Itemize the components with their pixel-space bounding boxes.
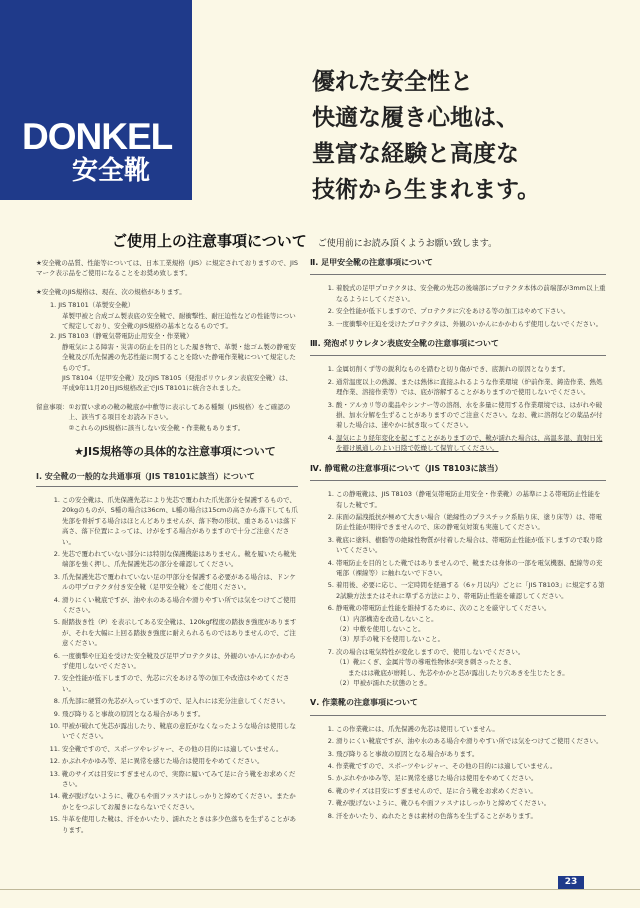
- jis-t8101-text: 革製甲被と合成ゴム製表底の安全靴で、耐衝撃性、耐圧迫性などの性能等について規定しており、安全靴のJIS規格の基本となるものです。: [62, 311, 296, 331]
- list-item: 1. この安全靴は、爪先保護先芯により先芯で覆われた爪先部分を保護するもので、20kgのものが、S種の場合は36cm、L種の場合は15cmの高さから落下しても爪先部を骨折する場合はほとんどありませんが、落下物の形状、重さあるいは落下高さ、落下位置によっては、けがをする場合がありますので十分ご注意ください。: [62, 495, 298, 547]
- headline-line: 豊富な経験と高度な: [312, 140, 519, 167]
- list-item: 7. 靴が脱げないように、靴ひもや面ファスナはしっかりと締めてください。: [336, 798, 606, 808]
- jis-note: JIS T8104（足甲安全靴）及びJIS T8105（発泡ポリウレタン表底安全靴）は、平成9年11月20日JIS規格改正でJIS T8101に統合されました。: [62, 374, 292, 393]
- right-column: [310, 258, 606, 823]
- list-item: 9. 飛び降りると事故の原因となる場合があります。: [62, 709, 298, 719]
- list-item: 3. 飛び降りると事故の原因となる場合があります。: [336, 749, 606, 759]
- jis-t8103-text: 静電気による障害・災害の防止を目的とした履き物で、革製・総ゴム製の静電安全靴及び爪先保護の先芯性能に関することを除いた静電作業靴について規定したものです。: [62, 342, 296, 372]
- list-item: 5. 耐踏抜き性（P）を表示してある安全靴は、120kgf程度の踏抜き強度がありますが、それを大幅に上回る踏抜き強度に耐えられるものではありませんので、ご注意ください。: [62, 617, 298, 648]
- list-item: 2. 滑りにくい靴底ですが、油や水のある場合や滑りやすい所では気をつけてご使用ください。: [336, 736, 606, 746]
- list-item: 2. 先芯で覆われていない部分には特別な保護機能はありません。靴を履いたら靴先端部を強く押し、爪先保護先芯の部分を確認してください。: [62, 549, 298, 570]
- sub-item: （3）厚手の靴下を使用しないこと。: [336, 635, 445, 644]
- divider: [310, 715, 606, 716]
- footer-rule: [0, 889, 640, 890]
- section-4-list: [310, 489, 606, 688]
- list-item-text: 次の場合は電気特性が変化しますので、使用しないでください。: [336, 647, 525, 656]
- list-item: 4. 滑りにくい靴底ですが、油や水のある場合や滑りやすい所では気をつけてご使用ください。: [62, 595, 298, 616]
- list-item-text: 静電靴の帯電防止性能を維持するために、次のことを厳守してください。: [336, 604, 551, 613]
- section-3-list: [310, 364, 606, 453]
- list-item: [336, 647, 606, 689]
- brand-logo-box: [0, 0, 192, 200]
- remarks-label: 留意事項：: [36, 402, 69, 411]
- list-item: 15. 牛革を使用した靴は、汗をかいたり、濡れたときは多少色落ちを生ずることがあります。: [62, 814, 298, 835]
- remarks-item: ②これらのJIS規格に該当しない安全靴・作業靴もあります。: [68, 423, 245, 432]
- list-item: 13. 靴のサイズは目安にすぎませんので、実際に履いてみて足に合う靴をお求めください。: [62, 769, 298, 790]
- intro-jis-standards: ★安全靴のJIS規格は、現在、次の規格があります。: [36, 287, 186, 296]
- list-item: 1. 金属切削くず等の鋭利なものを踏むと切り傷ができ、底割れの原因となります。: [336, 364, 606, 374]
- list-item: 1. この静電靴は、JIS T8103（静電気帯電防止用安全・作業靴）の基準による帯電防止性能を有した靴です。: [336, 489, 606, 510]
- brand-name: DONKEL: [22, 116, 173, 157]
- jis-specific-heading: ★JIS規格等の具体的な注意事項について: [74, 445, 276, 459]
- list-item: 3. 靴底に塗料、樹脂等の絶縁性物質が付着した場合は、帯電防止性能が低下しますので取り除いてください。: [336, 535, 606, 556]
- notice-title: [112, 230, 552, 251]
- list-item: 7. 安全性能が低下しますので、先芯に穴をあける等の加工や改造はやめてください。: [62, 673, 298, 694]
- list-item: 5. 着用後、必要に応じ、一定時間を経過する（6ヶ月以内）ごとに「JIS T8103」に規定する第2試験方法またはそれに準ずる方法により、帯電防止性能を確認してください。: [336, 580, 606, 601]
- remarks: [36, 402, 298, 433]
- section-5-list: [310, 724, 606, 821]
- section-1-list: [36, 495, 298, 835]
- list-item: 2. 通常温度以上の熱源、または熱体に直接ふれるような作業環境（炉前作業、鋳造作業、熱処理作業、溶接作業等）では、底が溶解することがありますので使用しないでください。: [336, 377, 606, 398]
- sub-item: （2）甲被が濡れた状態のとき。: [336, 679, 431, 687]
- list-item: 4. 湿気により経年変化を起こすことがありますので、靴が濡れた場合は、高温多湿、直射日光を避け風通しのよい日陰で乾燥して保管してください。: [336, 433, 606, 454]
- list-item: 14. 靴が脱げないように、靴ひもや面ファスナはしっかりと締めてください。またかかとをつぶしてお履きにならないでください。: [62, 791, 298, 812]
- section-3-heading: Ⅲ. 発泡ポリウレタン表底安全靴の注意事項について: [310, 339, 499, 349]
- list-item: [336, 603, 606, 645]
- list-item: 3. 一度衝撃や圧迫を受けたプロテクタは、外観のいかんにかかわらず使用しないでください。: [336, 319, 606, 329]
- page-number: 23: [558, 876, 584, 889]
- list-item: 8. 爪先部に硬質の先芯が入っていますので、足入れには充分注意してください。: [62, 696, 298, 706]
- divider: [310, 274, 606, 275]
- list-item: 1. 着脱式の足甲プロテクタは、安全靴の先芯の後端部にプロテクタ本体の前端部が3mm以上重なるようにしてください。: [336, 283, 606, 304]
- list-item: 4. 作業靴ですので、スポーツやレジャー、その他の目的には適していません。: [336, 761, 606, 771]
- divider: [36, 486, 298, 487]
- list-item: 2. 安全性能が低下しますので、プロテクタに穴をあける等の加工はやめて下さい。: [336, 306, 606, 316]
- sub-item: またはは靴底が磨耗し、先芯やかかと芯が露出したり穴あきを生じたとき。: [348, 668, 569, 677]
- remarks-item: ①お買い求めの靴の靴底か中敷等に表示してある種類（JIS規格）をご確認の上、該当する項目をお読み下さい。: [68, 402, 291, 422]
- list-item: 2. 床面の漏洩抵抗が極めて大きい場合（絶縁性のプラスチック系貼り床、塗り床等）は、帯電防止性能が期待できませんので、床の静電気対策も実施してください。: [336, 512, 606, 533]
- sub-item: （2）中敷を使用しないこと。: [336, 624, 425, 633]
- list-item: 11. 安全靴ですので、スポーツやレジャー、その他の目的には適していません。: [62, 744, 298, 754]
- jis-t8101-heading: 1. JIS T8101（革製安全靴）: [50, 301, 135, 310]
- list-item: 6. 靴のサイズは目安にすぎませんので、足に合う靴をお求めください。: [336, 786, 606, 796]
- headline-line: 技術から生まれます。: [312, 176, 541, 203]
- divider: [310, 355, 606, 356]
- left-column: [36, 258, 298, 837]
- section-2-list: [310, 283, 606, 329]
- notice-title-main: ご使用上の注意事項について: [112, 232, 307, 250]
- section-5-heading: Ⅴ. 作業靴の注意事項について: [310, 698, 418, 708]
- section-1-heading: Ⅰ. 安全靴の一般的な共通事項（JIS T8101に該当）について: [36, 471, 255, 481]
- list-item: 6. 一度衝撃や圧迫を受けた安全靴及び足甲プロテクタは、外観のいかんにかかわらず使用しないでください。: [62, 651, 298, 672]
- list-item: 3. 酸・アルカリ等の薬品やシンナー等の溶剤、水を多量に使用する作業環境では、はがれや破損、加水分解を生ずることがありますのでご注意ください。なお、靴に溶剤などの薬品が付着した場合は、速やかに拭き取ってください。: [336, 400, 606, 431]
- divider: [310, 480, 606, 481]
- list-item: 8. 汗をかいたり、ぬれたときは素材の色落ちを生ずることがあります。: [336, 811, 606, 821]
- list-item: 12. かぶれやかゆみ等、足に異常を感じた場合は使用をやめてください。: [62, 756, 298, 766]
- headline: [312, 64, 632, 208]
- list-item: 1. この作業靴には、爪先保護の先芯は使用していません。: [336, 724, 606, 734]
- section-4-heading: Ⅳ. 静電靴の注意事項について（JIS T8103に該当）: [310, 463, 503, 473]
- list-item: 10. 甲被が破れて先芯が露出したり、靴底の意匠がなくなったような場合は使用しないでください。: [62, 721, 298, 742]
- list-item: 5. かぶれやかゆみ等、足に異常を感じた場合は使用をやめてください。: [336, 773, 606, 783]
- jis-t8103-heading: 2. JIS T8103（静電気帯電防止用安全・作業靴）: [50, 332, 193, 341]
- list-item: 3. 爪先保護先芯で覆われていない足の甲部分を保護する必要がある場合は、ドンケルの甲プロテクタ付き安全靴（足甲安全靴）をご使用ください。: [62, 572, 298, 593]
- list-item: 4. 帯電防止を目的とした靴ではありませんので、靴または身体の一部を電気機器、配線等の充電部（裸線等）に触れないで下さい。: [336, 558, 606, 579]
- headline-line: 快適な履き心地は、: [312, 104, 519, 131]
- section-2-heading: Ⅱ. 足甲安全靴の注意事項について: [310, 258, 433, 267]
- sub-item: （1）内部構造を改造しないこと。: [336, 614, 438, 623]
- headline-line: 優れた安全性と: [312, 68, 473, 95]
- intro-jis-mark: ★安全靴の品質、性能等については、日本工業規格（JIS）に規定されておりますので、JISマーク表示品をご使用になることをお奨め致します。: [36, 259, 298, 278]
- notice-title-sub: ご使用前にお読み頂くようお願い致します。: [317, 239, 498, 249]
- sub-item: （1）靴にくぎ、金属片等の導電性物体が突き刺さったとき、: [336, 658, 516, 667]
- brand-subtitle: 安全靴: [72, 156, 151, 186]
